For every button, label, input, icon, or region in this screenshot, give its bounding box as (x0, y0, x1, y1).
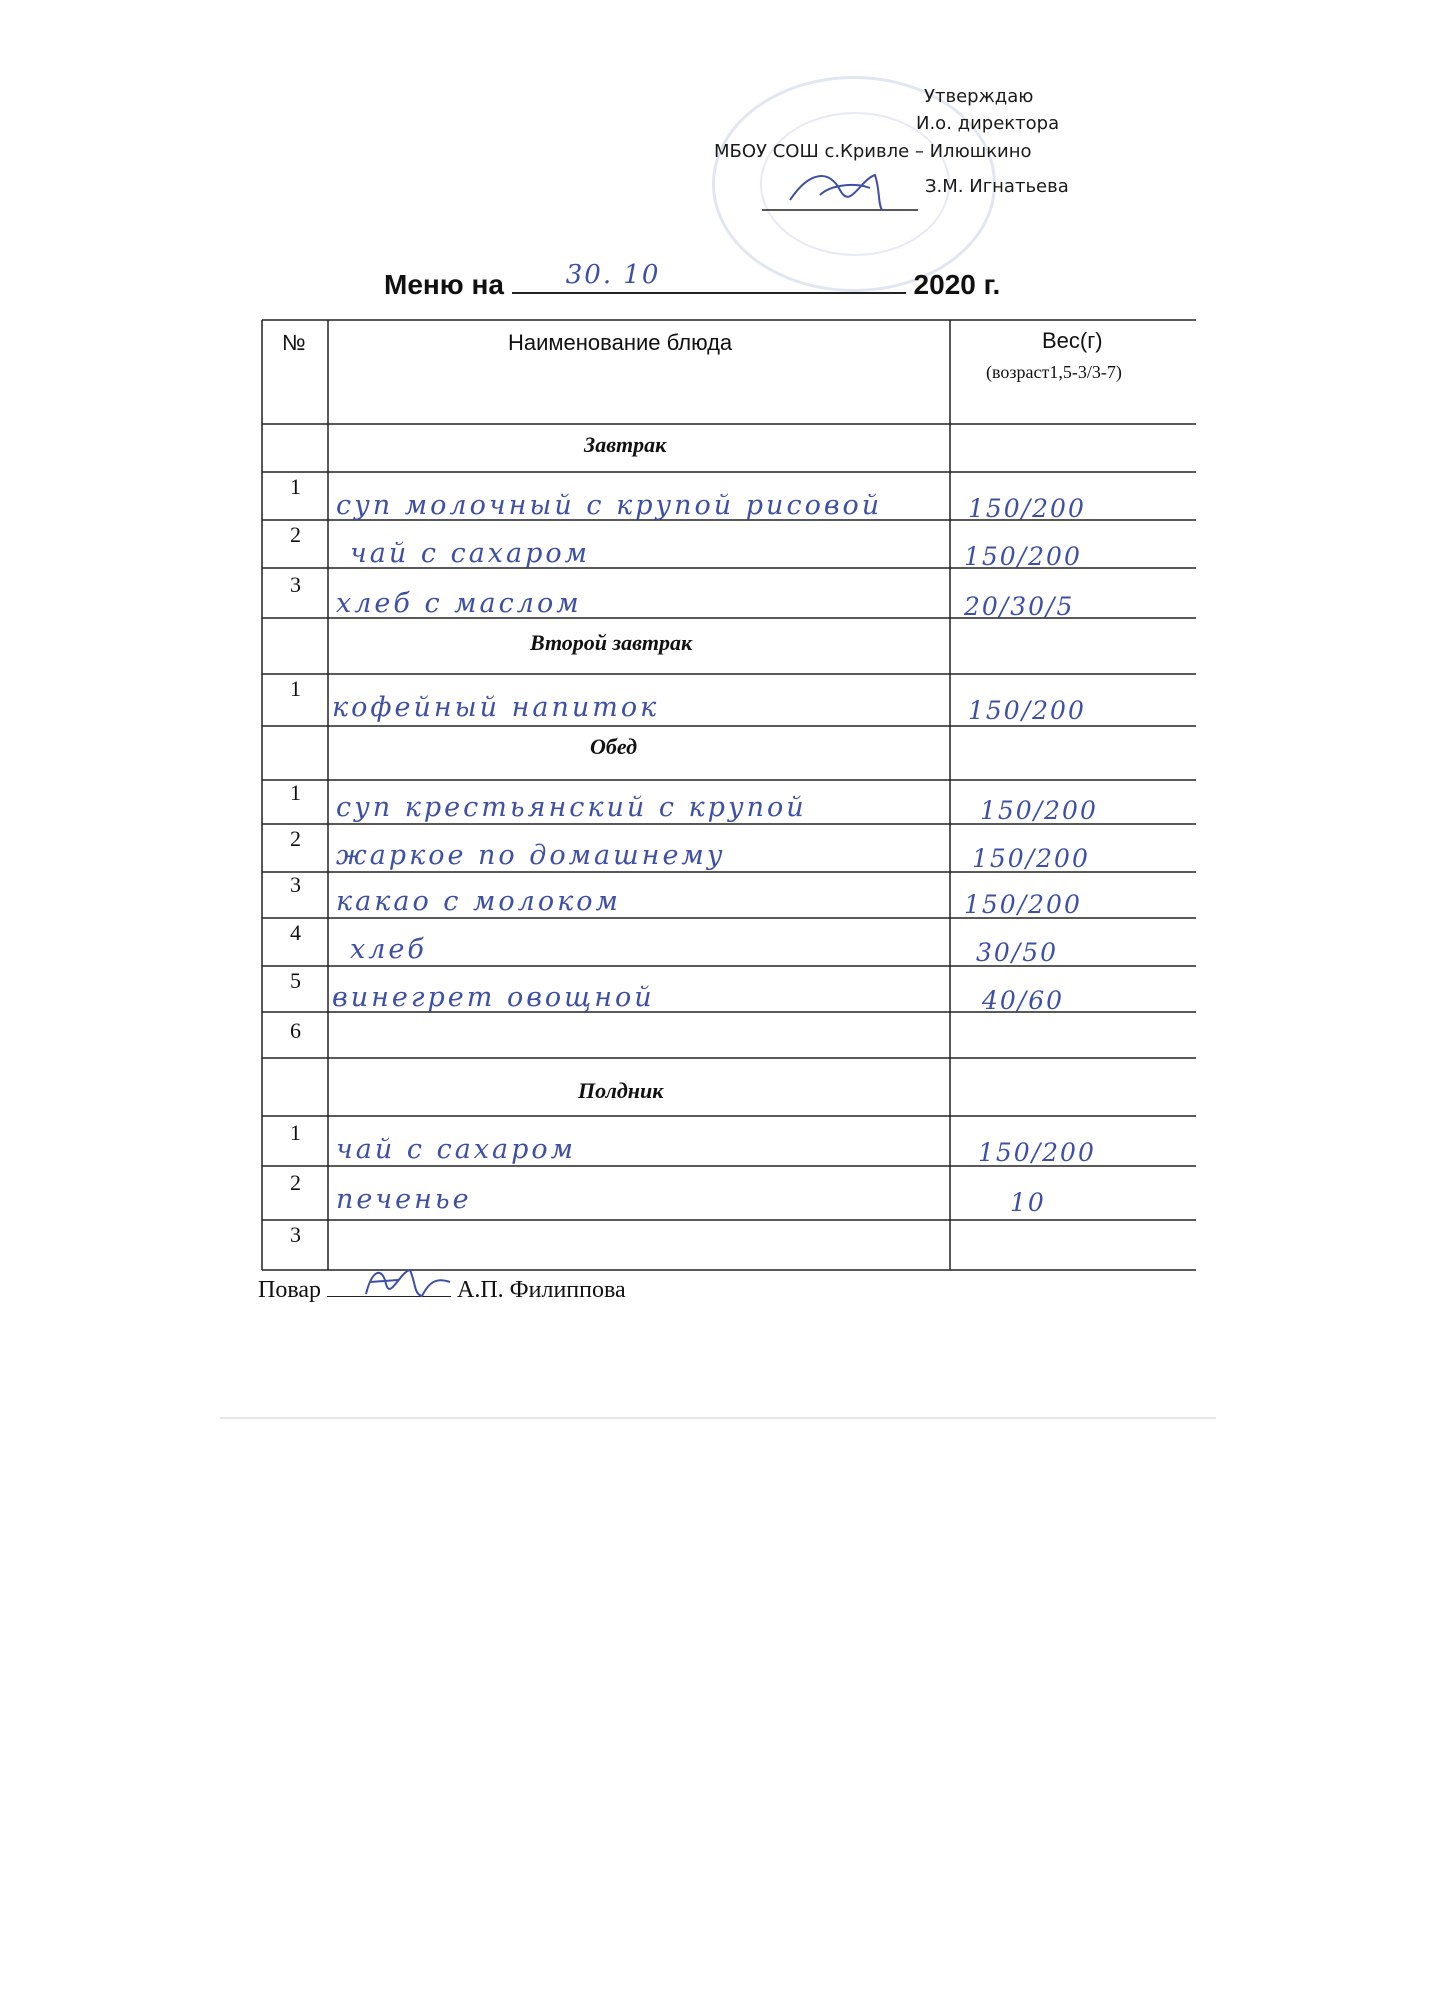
row-dish: суп молочный с крупой рисовой (336, 490, 883, 521)
row-num: 4 (290, 920, 301, 945)
approve-director: З.М. Игнатьева (925, 176, 1069, 197)
menu-date: 30. 10 (565, 260, 661, 290)
row-dish: кофейный напиток (332, 692, 660, 723)
header-weight: Вес(г) (1042, 328, 1103, 353)
row-num: 6 (290, 1018, 301, 1043)
row-weight: 150/200 (964, 542, 1082, 571)
title-year: 2020 г. (913, 269, 1001, 300)
cook-name: А.П. Филиппова (457, 1277, 626, 1303)
row-num: 2 (290, 522, 301, 547)
row-dish: суп крестьянский с крупой (336, 792, 807, 823)
row-weight: 150/200 (964, 890, 1082, 919)
row-dish: винегрет овощной (332, 982, 655, 1013)
row-weight: 150/200 (972, 844, 1090, 873)
row-num: 3 (290, 1222, 301, 1247)
section-snack: Полдник (578, 1078, 664, 1103)
header-weight-sub: (возраст1,5-3/3-7) (986, 362, 1122, 382)
row-dish: жаркое по домашнему (336, 840, 726, 871)
row-weight: 150/200 (968, 696, 1086, 725)
row-num: 1 (290, 676, 301, 701)
row-num: 1 (290, 1120, 301, 1145)
row-num: 1 (290, 474, 301, 499)
row-weight: 10 (1010, 1188, 1046, 1217)
row-num: 5 (290, 968, 301, 993)
row-weight: 30/50 (976, 938, 1059, 967)
cook-role: Повар (258, 1277, 321, 1303)
header-dish: Наименование блюда (508, 330, 733, 355)
row-num: 3 (290, 572, 301, 597)
row-weight: 20/30/5 (964, 592, 1075, 621)
row-num: 1 (290, 780, 301, 805)
row-dish: хлеб (350, 934, 427, 965)
row-dish: хлеб с маслом (336, 588, 582, 619)
row-weight: 150/200 (978, 1138, 1096, 1167)
cook-signature (352, 1260, 462, 1304)
row-dish: чай с сахаром (350, 538, 591, 569)
row-num: 2 (290, 1170, 301, 1195)
approve-school: МБОУ СОШ с.Кривле – Илюшкино (714, 141, 1032, 162)
row-dish: печенье (336, 1184, 472, 1215)
header-num: № (282, 330, 306, 355)
row-dish: чай с сахаром (336, 1134, 577, 1165)
row-weight: 40/60 (982, 986, 1065, 1015)
row-dish: какао с молоком (336, 886, 621, 917)
row-num: 3 (290, 872, 301, 897)
approve-position: И.о. директора (916, 113, 1060, 134)
row-num: 2 (290, 826, 301, 851)
section-breakfast: Завтрак (584, 432, 667, 457)
title-prefix: Меню на (384, 269, 504, 300)
section-lunch: Обед (590, 734, 637, 759)
row-weight: 150/200 (968, 494, 1086, 523)
section-second-breakfast: Второй завтрак (530, 630, 693, 655)
approve-word: Утверждаю (924, 86, 1034, 107)
row-weight: 150/200 (980, 796, 1098, 825)
